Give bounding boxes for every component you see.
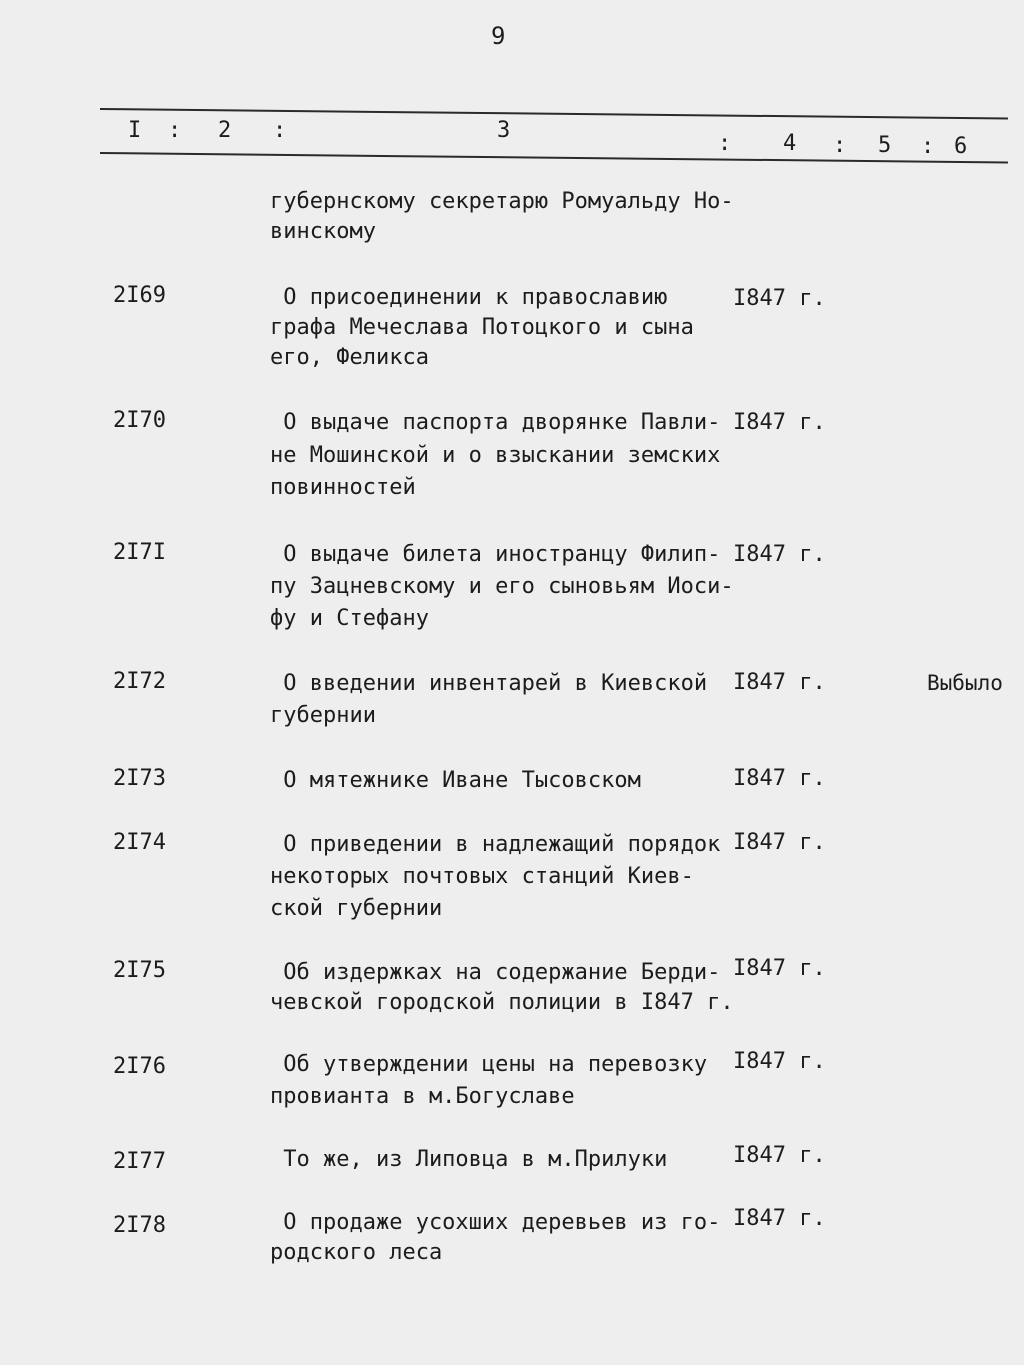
entry-date: I847 г. bbox=[733, 542, 826, 567]
entry-number: 2I7I bbox=[113, 540, 166, 565]
title-line: фу и Стефану bbox=[270, 606, 429, 631]
entry-date: I847 г. bbox=[733, 956, 826, 981]
title-line: чевской городской полиции в I847 г. bbox=[270, 990, 734, 1015]
entry-date: I847 г. bbox=[733, 830, 826, 855]
title-line: повинностей bbox=[270, 475, 416, 500]
entry-number: 2I76 bbox=[113, 1054, 166, 1079]
title-line: родского леса bbox=[270, 1240, 443, 1265]
title-line: О выдаче паспорта дворянке Павли- bbox=[270, 410, 721, 435]
title-line: О выдаче билета иностранцу Филип- bbox=[270, 542, 721, 567]
column-separator: : bbox=[168, 118, 182, 143]
title-line: О приведении в надлежащий порядок bbox=[270, 832, 721, 857]
column-separator: : bbox=[833, 133, 847, 158]
title-line: некоторых почтовых станций Киев- bbox=[270, 864, 694, 889]
entry-number: 2I69 bbox=[113, 283, 166, 308]
header-bottom-rule bbox=[100, 152, 1008, 164]
entry-number: 2I75 bbox=[113, 958, 166, 983]
entry-number: 2I74 bbox=[113, 830, 166, 855]
title-line: Об утверждении цены на перевозку bbox=[270, 1052, 708, 1077]
title-line: Об издержках на содержание Берди- bbox=[270, 960, 721, 985]
entry-date: I847 г. bbox=[733, 1143, 826, 1168]
entry-number: 2I77 bbox=[113, 1149, 166, 1174]
column-separator: : bbox=[273, 118, 287, 143]
entry-date: I847 г. bbox=[733, 1049, 826, 1074]
title-line: провианта в м.Богуславе bbox=[270, 1084, 575, 1109]
entry-date: I847 г. bbox=[733, 286, 826, 311]
entry-date: I847 г. bbox=[733, 670, 826, 695]
entry-number: 2I72 bbox=[113, 669, 166, 694]
column-header: 5 bbox=[878, 133, 892, 158]
entry-number: 2I73 bbox=[113, 766, 166, 791]
column-separator: : bbox=[921, 134, 935, 159]
page-number: 9 bbox=[491, 22, 506, 50]
column-header: I bbox=[128, 118, 142, 143]
title-line: О введении инвентарей в Киевской bbox=[270, 671, 708, 696]
title-line: То же, из Липовца в м.Прилуки bbox=[270, 1147, 668, 1172]
entry-date: I847 г. bbox=[733, 410, 826, 435]
title-line: О продаже усохших деревьев из го- bbox=[270, 1210, 721, 1235]
title-line: О присоединении к православию bbox=[270, 285, 668, 310]
title-line: не Мошинской и о взыскании земских bbox=[270, 443, 721, 468]
entry-date: I847 г. bbox=[733, 766, 826, 791]
title-line: его, Феликса bbox=[270, 345, 429, 370]
entry-date: I847 г. bbox=[733, 1206, 826, 1231]
header-top-rule bbox=[100, 108, 1008, 120]
title-line: винскому bbox=[270, 219, 376, 244]
entry-number: 2I70 bbox=[113, 408, 166, 433]
title-line: графа Мечеслава Потоцкого и сына bbox=[270, 315, 694, 340]
column-header: 2 bbox=[218, 118, 232, 143]
column-header: 4 bbox=[783, 131, 797, 156]
title-line: пу Зацневскому и его сыновьям Иоси- bbox=[270, 574, 734, 599]
entry-number: 2I78 bbox=[113, 1213, 166, 1238]
column-separator: : bbox=[718, 131, 732, 156]
entry-note: Выбыло bbox=[927, 671, 1003, 695]
title-line: ской губернии bbox=[270, 896, 443, 921]
column-header: 6 bbox=[954, 134, 968, 159]
title-line: губернии bbox=[270, 703, 376, 728]
column-header: 3 bbox=[497, 118, 511, 143]
title-line: О мятежнике Иване Тысовском bbox=[270, 768, 641, 793]
title-line: губернскому секретарю Ромуальду Но- bbox=[270, 189, 734, 214]
